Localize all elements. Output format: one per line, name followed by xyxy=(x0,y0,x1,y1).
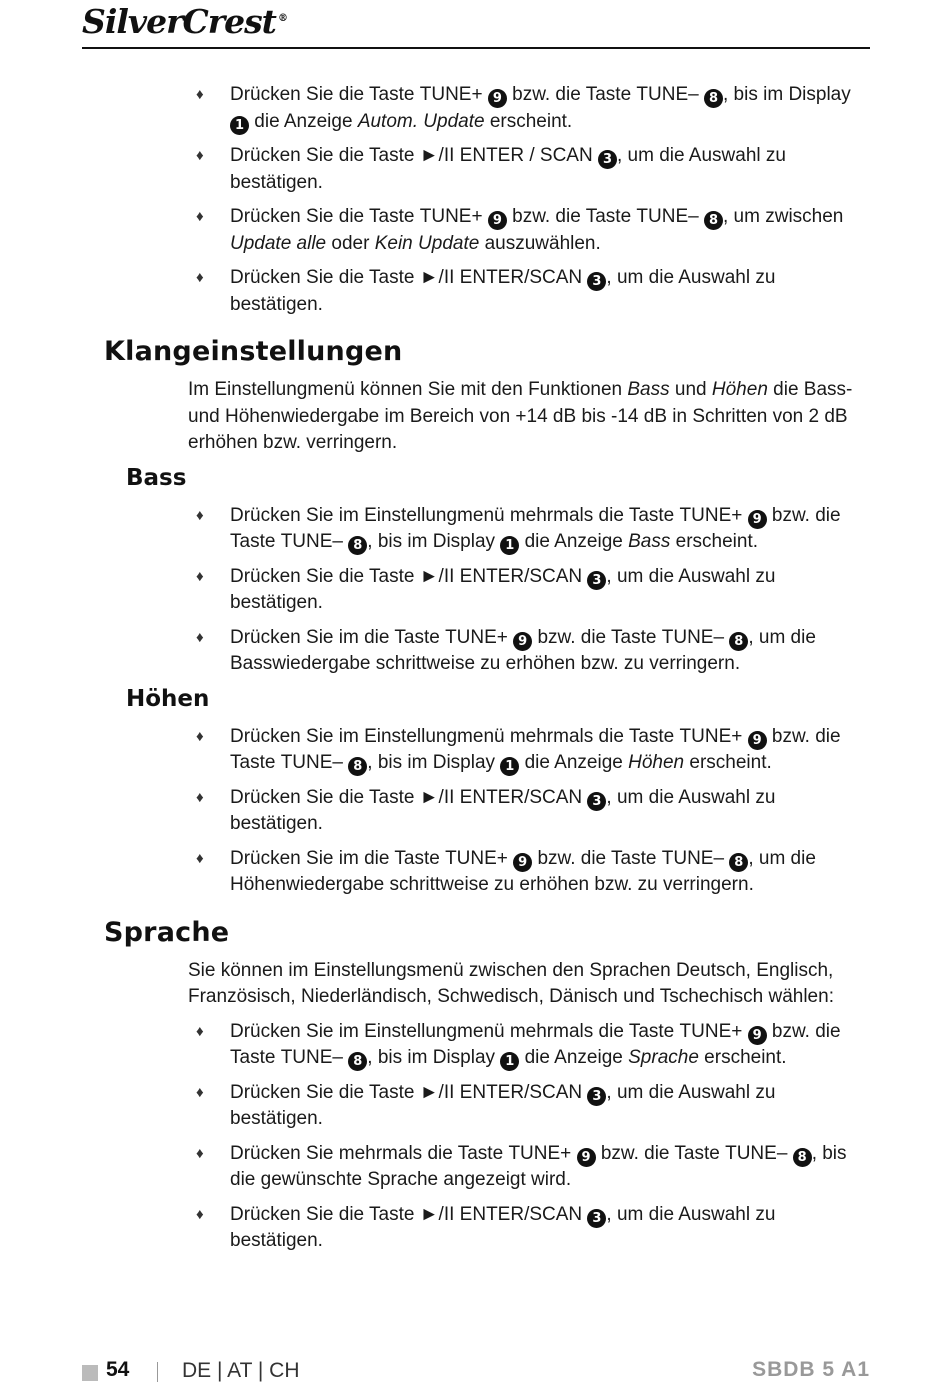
bass-bullet-list xyxy=(0,503,950,678)
number-3-icon: 3 xyxy=(587,1209,606,1228)
list-item: ♦ Drücken Sie die Taste TUNE+ 9 bzw. die Taste TUNE– 8 , um zwischen Update alle oder Kein Update auszuwählen. xyxy=(0,204,860,257)
footer-languages: DE | AT | CH xyxy=(182,1359,300,1382)
list-item: ♦ Drücken Sie im Einstellungmenü mehrmals die Taste TUNE+ 9 bzw. die Taste TUNE– 8 , bis im Display 1 die Anzeige Höhen erscheint. xyxy=(0,724,860,777)
footer-square-icon xyxy=(82,1365,98,1381)
list-item: ♦ Drücken Sie im Einstellungmenü mehrmals die Taste TUNE+ 9 bzw. die Taste TUNE– 8 , bis im Display 1 die Anzeige Sprache erscheint. xyxy=(0,1019,860,1072)
number-1-icon: 1 xyxy=(500,757,519,776)
number-9-icon: 9 xyxy=(748,731,767,750)
list-item: ♦ Drücken Sie die Taste ►/II ENTER/SCAN 3 , um die Auswahl zu bestätigen. xyxy=(0,1080,860,1133)
number-8-icon: 8 xyxy=(348,536,367,555)
list-item: ♦ Drücken Sie im die Taste TUNE+ 9 bzw. die Taste TUNE– 8 , um die Höhenwiedergabe schrittweise zu erhöhen bzw. zu verringern. xyxy=(0,846,860,899)
list-item: ♦ Drücken Sie mehrmals die Taste TUNE+ 9 bzw. die Taste TUNE– 8 , bis die gewünschte Sprache angezeigt wird. xyxy=(0,1141,860,1194)
number-8-icon: 8 xyxy=(704,211,723,230)
number-9-icon: 9 xyxy=(748,1026,767,1045)
number-8-icon: 8 xyxy=(729,632,748,651)
number-3-icon: 3 xyxy=(598,150,617,169)
number-1-icon: 1 xyxy=(500,536,519,555)
number-8-icon: 8 xyxy=(348,757,367,776)
heading-sprache: Sprache xyxy=(104,916,230,948)
brand-logo: SilverCrest ® xyxy=(82,2,287,41)
sprache-bullet-list xyxy=(0,1019,950,1255)
number-3-icon: 3 xyxy=(587,272,606,291)
heading-hoehen: Höhen xyxy=(126,685,210,712)
number-1-icon: 1 xyxy=(500,1052,519,1071)
list-item: ♦ Drücken Sie im die Taste TUNE+ 9 bzw. die Taste TUNE– 8 , um die Basswiedergabe schrittweise zu erhöhen bzw. zu verringern. xyxy=(0,625,860,678)
list-item: ♦ Drücken Sie die Taste TUNE+ 9 bzw. die Taste TUNE– 8 , bis im Display 1 die Anzeige Autom. Update erscheint. xyxy=(0,82,860,135)
footer-model: SBDB 5 A1 xyxy=(752,1358,870,1381)
number-9-icon: 9 xyxy=(488,89,507,108)
number-8-icon: 8 xyxy=(704,89,723,108)
list-item: ♦ Drücken Sie die Taste ►/II ENTER/SCAN 3 , um die Auswahl zu bestätigen. xyxy=(0,265,860,318)
klang-intro: Im Einstellungmenü können Sie mit den Funktionen Bass und Höhen die Bass- und Höhenwiedergabe im Bereich von +14 dB bis -14 dB in Schritten von 2 dB erhöhen bzw. verringern. xyxy=(188,379,853,453)
number-3-icon: 3 xyxy=(587,792,606,811)
list-item: ♦ Drücken Sie die Taste ►/II ENTER/SCAN 3 , um die Auswahl zu bestätigen. xyxy=(0,785,860,838)
list-item: ♦ Drücken Sie die Taste ►/II ENTER/SCAN 3 , um die Auswahl zu bestätigen. xyxy=(0,564,860,617)
number-9-icon: 9 xyxy=(748,510,767,529)
heading-klangeinstellungen: Klangeinstellungen xyxy=(104,336,403,367)
number-8-icon: 8 xyxy=(348,1052,367,1071)
number-3-icon: 3 xyxy=(587,1087,606,1106)
heading-bass: Bass xyxy=(126,464,187,491)
number-8-icon: 8 xyxy=(793,1148,812,1167)
header-rule xyxy=(82,47,870,49)
number-9-icon: 9 xyxy=(488,211,507,230)
list-item: ♦ Drücken Sie die Taste ►/II ENTER / SCAN 3 , um die Auswahl zu bestätigen. xyxy=(0,143,860,196)
list-item: ♦ Drücken Sie im Einstellungmenü mehrmals die Taste TUNE+ 9 bzw. die Taste TUNE– 8 , bis im Display 1 die Anzeige Bass erscheint. xyxy=(0,503,860,556)
page-number: 54 xyxy=(106,1358,130,1381)
number-8-icon: 8 xyxy=(729,853,748,872)
number-3-icon: 3 xyxy=(587,571,606,590)
page-content xyxy=(0,82,950,1263)
number-1-icon: 1 xyxy=(230,116,249,135)
list-item: ♦ Drücken Sie die Taste ►/II ENTER/SCAN 3 , um die Auswahl zu bestätigen. xyxy=(0,1202,860,1255)
hoehen-bullet-list xyxy=(0,724,950,899)
number-9-icon: 9 xyxy=(513,632,532,651)
footer-divider xyxy=(157,1362,158,1382)
sprache-intro: Sie können im Einstellungsmenü zwischen den Sprachen Deutsch, Englisch, Französisch, Niederländisch, Schwedisch, Dänisch und Tschechisch wählen: xyxy=(188,959,834,1007)
page-footer xyxy=(82,1358,870,1390)
number-9-icon: 9 xyxy=(513,853,532,872)
top-bullet-list xyxy=(0,82,950,318)
number-9-icon: 9 xyxy=(577,1148,596,1167)
